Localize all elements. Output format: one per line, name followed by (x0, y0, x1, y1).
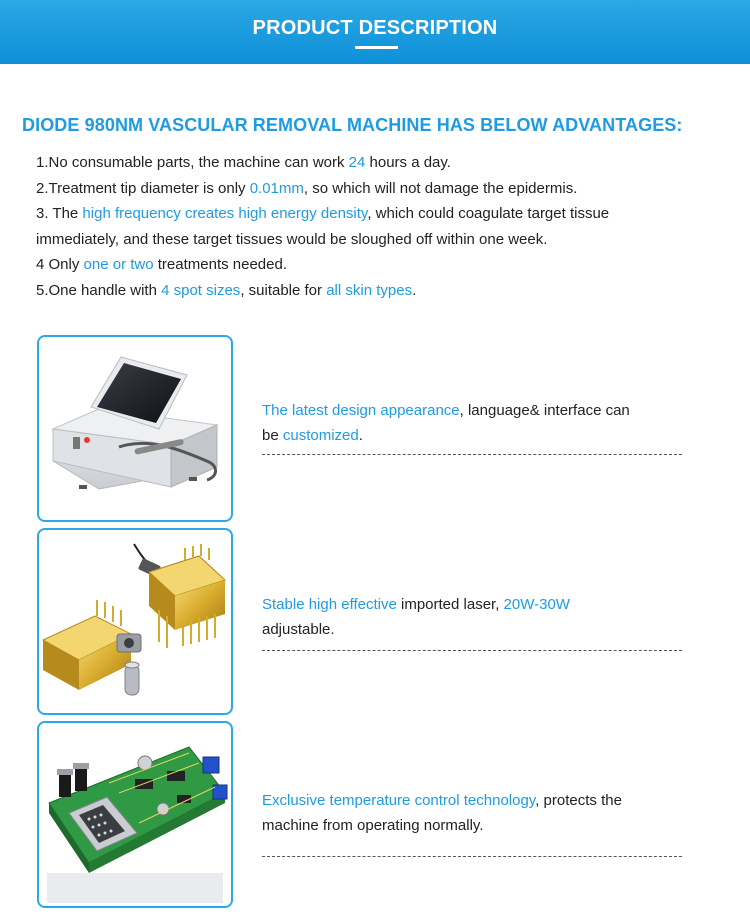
advantages-list (36, 150, 726, 303)
feature-laser: Stable high effective imported laser, 20W-30W adjustable. (262, 596, 570, 638)
laser-machine-icon (39, 337, 231, 520)
circuit-board-icon (39, 723, 231, 906)
laser-module-icon (39, 530, 231, 713)
feature-design: The latest design appearance, language& interface can be customized. (262, 402, 630, 444)
section-title: DIODE 980NM VASCULAR REMOVAL MACHINE HAS BELOW ADVANTAGES: (22, 115, 683, 135)
dashed-divider (262, 454, 682, 455)
laser-module-image-card (37, 528, 233, 715)
dashed-divider (262, 650, 682, 651)
dashed-divider (262, 856, 682, 857)
circuit-board-image-card (37, 721, 233, 908)
advantage-item: 1.No consumable parts, the machine can work 24 hours a day. (36, 154, 451, 171)
feature-temperature: Exclusive temperature control technology, protects the machine from operating normally. (262, 792, 622, 834)
advantage-item-continued: immediately, and these target tissues would be sloughed off within one week. (36, 230, 548, 248)
page-title: PRODUCT DESCRIPTION (252, 17, 498, 39)
advantage-item: 4 Only one or two treatments needed. (36, 256, 287, 273)
title-underline (355, 46, 398, 49)
advantage-item: 5.One handle with 4 spot sizes, suitable for all skin types. (36, 281, 417, 299)
advantage-item: 3. The high frequency creates high energy density, which could coagulate target tissue (36, 205, 610, 222)
header-banner (0, 0, 750, 64)
advantage-item: 2.Treatment tip diameter is only 0.01mm, so which will not damage the epidermis. (36, 179, 578, 197)
laser-machine-image-card (37, 335, 233, 522)
